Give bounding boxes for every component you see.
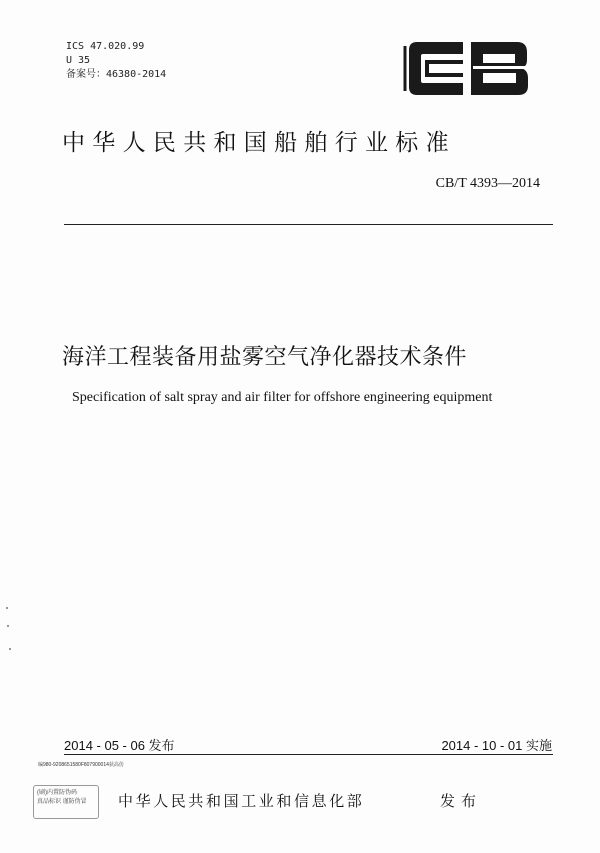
document-title-chinese: 海洋工程装备用盐雾空气净化器技术条件 bbox=[62, 345, 468, 370]
ccs-code: U 35 bbox=[66, 55, 91, 66]
filing-number: 备案号：46380-2014 bbox=[66, 69, 167, 80]
publisher-name: 中华人民共和国工业和信息化部 bbox=[118, 792, 365, 810]
issue-date: 2014 - 05 - 06 发布 bbox=[64, 738, 175, 753]
bottom-divider bbox=[64, 754, 553, 755]
scan-speck bbox=[7, 625, 9, 627]
standard-number: CB/T 4393—2014 bbox=[435, 176, 540, 191]
anti-counterfeit-serial: 编980-9208651580F807900014获高仿 bbox=[38, 762, 124, 768]
cb-logo bbox=[403, 40, 531, 97]
cb-logo-mark bbox=[405, 42, 529, 95]
top-divider bbox=[64, 224, 553, 225]
standard-category-title: 中华人民共和国船舶行业标准 bbox=[62, 130, 456, 156]
implementation-date: 2014 - 10 - 01 实施 bbox=[441, 738, 552, 753]
scan-speck bbox=[9, 648, 11, 650]
anti-counterfeit-line-1: (刷)内置防伪码 bbox=[37, 790, 77, 796]
document-title-english: Specification of salt spray and air filter for offshore engineering equipment bbox=[72, 390, 493, 405]
anti-counterfeit-line-2: 真品标识 谨防伪冒 bbox=[37, 799, 87, 805]
ics-code: ICS 47.020.99 bbox=[66, 41, 145, 52]
scan-speck bbox=[6, 607, 8, 609]
publish-action: 发布 bbox=[440, 792, 483, 810]
classification-block bbox=[66, 40, 166, 82]
anti-counterfeit-label bbox=[33, 785, 99, 819]
